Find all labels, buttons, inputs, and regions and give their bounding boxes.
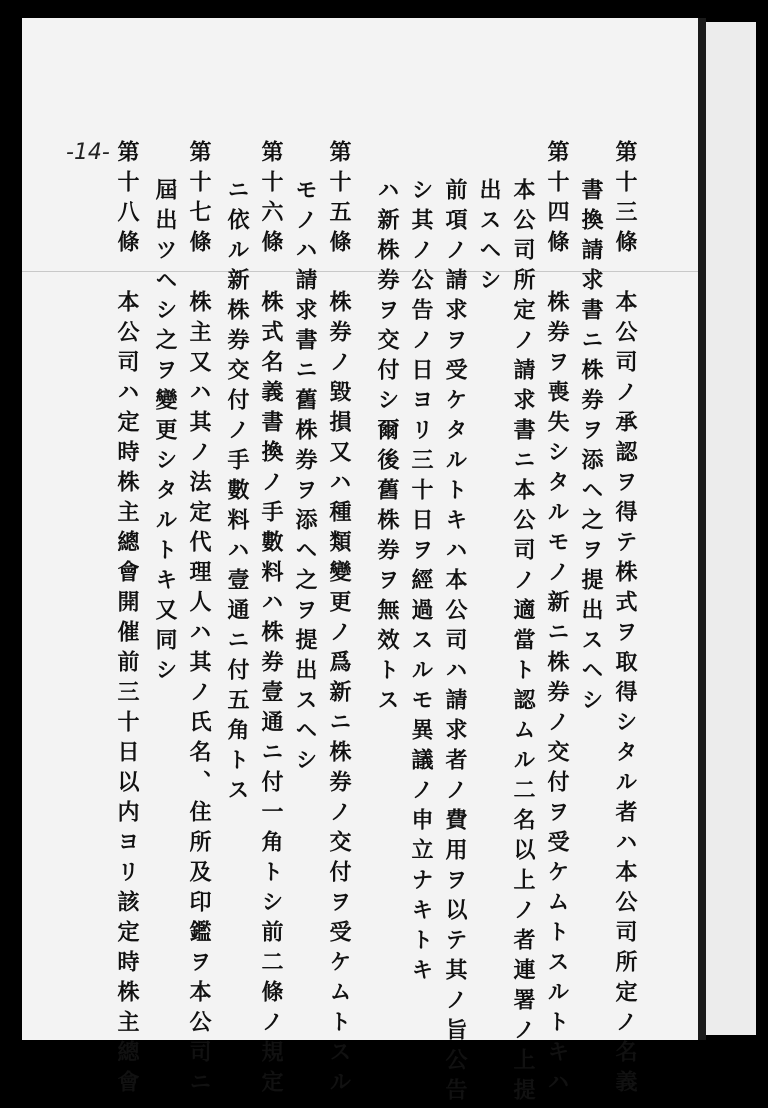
text-column-10: モノハ請求書ニ舊株券ヲ添ヘ之ヲ提出スヘシ: [292, 178, 318, 778]
text-column-12: ニ依ル新株券交付ノ手數料ハ壹通ニ付五角トス: [224, 178, 250, 808]
text-column-2: 書換請求書ニ株券ヲ添ヘ之ヲ提出スヘシ: [578, 178, 604, 718]
text-column-8: ハ新株券ヲ交付シ爾後舊株券ヲ無效トス: [374, 178, 400, 718]
text-column-13: 第十七條 株主又ハ其ノ法定代理人ハ其ノ氏名、住所及印鑑ヲ本公司ニ: [186, 140, 212, 1100]
text-column-3: 第十四條 株券ヲ喪失シタルモノ新ニ株券ノ交付ヲ受ケムトスルトキハ: [544, 140, 570, 1100]
adjacent-page-edge: [706, 22, 756, 1035]
text-column-5: 出スヘシ: [476, 178, 502, 298]
text-column-11: 第十六條 株式名義書換ノ手數料ハ株券壹通ニ付一角トシ前二條ノ規定: [258, 140, 284, 1100]
page-number: -14-: [66, 140, 110, 165]
book-spine: [698, 18, 706, 1040]
text-column-6: 前項ノ請求ヲ受ケタルトキハ本公司ハ請求者ノ費用ヲ以テ其ノ旨公告: [442, 178, 468, 1108]
text-column-1: 第十三條 本公司ノ承認ヲ得テ株式ヲ取得シタル者ハ本公司所定ノ名義: [612, 140, 638, 1100]
text-column-9: 第十五條 株券ノ毀損又ハ種類變更ノ爲新ニ株券ノ交付ヲ受ケムトスル: [326, 140, 352, 1100]
text-column-7: シ其ノ公告ノ日ヨリ三十日ヲ經過スルモ異議ノ申立ナキトキ: [408, 178, 434, 988]
text-column-14: 屆出ツヘシ之ヲ變更シタルトキ又同シ: [152, 178, 178, 688]
text-column-4: 本公司所定ノ請求書ニ本公司ノ適當ト認ムル二名以上ノ者連署ノ上提: [510, 178, 536, 1108]
text-column-15: 第十八條 本公司ハ定時株主總會開催前三十日以内ヨリ該定時株主總會: [114, 140, 140, 1100]
